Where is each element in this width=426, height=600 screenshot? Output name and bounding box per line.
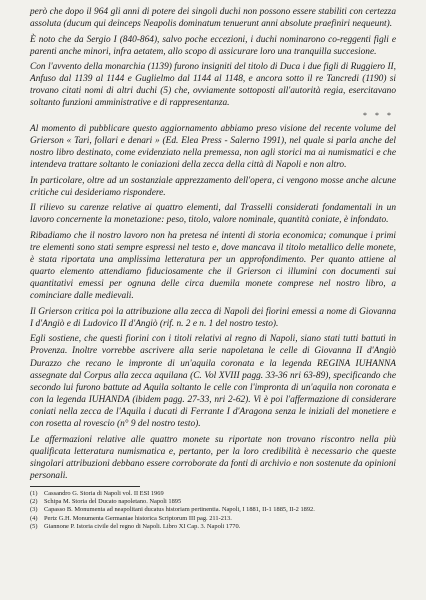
- paragraph-10: Le affermazioni relative alle quattro monete su riportate non trovano riscontro nella più qualificata letteratura numismatica e, pertanto, per la loro credibilità è necessario che queste singolari attribuzioni debbano essere corroborate da fonti di archivio e non sostenute da opinioni personali.: [30, 434, 396, 482]
- paragraph-2: È noto che da Sergio I (840-864), salvo poche eccezioni, i duchi nominarono co-reggenti figli e parenti anche minori, infra aetatem, allo scopo di assicurare loro una tranquilla succesione.: [30, 34, 396, 57]
- footnote-divider: [30, 486, 140, 487]
- paragraph-3: Con l'avvento della monarchia (1139) furono insigniti del titolo di Duca i due figli di Ruggiero II, Anfuso dal 1139 al 1144 e Guglielmo dal 1144 al 1148, e ancora sotto il re Tancredi (1190) si trovano citati nomi di altri duchi (5) che, ovviamente sottoposti all'autorità regia, esercitavano soltanto funzioni amministrative e di rappresentanza.: [30, 62, 396, 109]
- footnote-number: (5): [30, 523, 38, 531]
- paragraph-4: Al momento di pubblicare questo aggiornamento abbiamo preso visione del recente volume del Grierson « Tari, follari e denari » (Ed. Elea Press - Salerno 1991), nel quale si parla anche del nostro libro destinato, come evidenziato nella premessa, non agli storici ma ai numismatici e che intendeva trattare soltanto le coniazioni della zecca della città di Napoli e non altro.: [30, 123, 396, 171]
- footnote-5: [30, 523, 396, 531]
- paragraph-9: Egli sostiene, che questi fiorini con i titoli relativi al regno di Napoli, siano stati tutti battuti in Provenza. Inoltre vorrebbe ascrivere alla serie napoletana le celle di Giovanna II d'Angiò Durazzo che recano le impronte di un'aquila coronata e la legenda REGINA IUHANNA assegnate dal Corpus alla zecca aquilana (C. Vol XVIII pagg. 33-36 nri 63-89), specificando che secondo lui furono battute ad Aquila soltanto le celle con l'impronta di un'aquila non coronata e con la legenda IUHANDA (ibidem pagg. 27-33, nri 2-62). Vi è poi l'affermazione di considerare coniati nella zecca de l'Aquila i ducati di Ferrante I d'Aragona senza le iniziali del monetiere e con rosetta al rovescio (n° 9 del nostro testo).: [30, 334, 396, 430]
- body-text: [30, 6, 396, 482]
- footnote-2: [30, 498, 396, 506]
- footnote-text: Cassandro G. Storia di Napoli vol. II ESI 1969: [44, 489, 164, 497]
- footnote-number: (2): [30, 497, 38, 505]
- footnote-number: (4): [30, 514, 38, 522]
- footnotes: [30, 490, 396, 532]
- footnote-text: Schipa M. Storia del Ducato napoletano. Napoli 1895: [44, 497, 182, 505]
- paragraph-8: Il Grierson critica poi la attribuzione alla zecca di Napoli dei fiorini emessi a nome di Giovanna I d'Angiò e di Ludovico II d'Angiò (rif. n. 2 e n. 1 del nostro testo).: [30, 306, 396, 329]
- paragraph-5: In particolare, oltre ad un sostanziale apprezzamento dell'opera, ci vengono mosse anche alcune critiche cui desideriamo rispondere.: [30, 175, 396, 198]
- footnote-4: [30, 515, 396, 523]
- footnote-3: [30, 506, 396, 514]
- footnote-1: [30, 490, 396, 498]
- paragraph-7: Ribadiamo che il nostro lavoro non ha pretesa né intenti di storia economica; comunque i primi tre elementi sono stati sempre espressi nel testo e, dove mancava il titolo metallico delle monete, è stata riportata una amplissima letteratura per un approfondimento. Per quanto attiene al quarto elemento attendiamo fiduciosamente che il Grierson ci illumini con documenti sui quantitativi emessi per ognuna delle circa duemila monete comprese nel nostro libro, a cominciare dalle medievali.: [30, 230, 396, 302]
- section-separator: * * *: [363, 110, 394, 120]
- footnote-number: (3): [30, 506, 38, 514]
- paragraph-1: però che dopo il 964 gli anni di potere dei singoli duchi non possono essere stabiliti con certezza assoluta (ducum qui deinceps Neapolis dominatum tenuerunt anni absolute praefiniri nequeunt).: [30, 7, 396, 30]
- footnote-text: Capasso B. Monumenta ad neapolitani ducatus historiam pertinentia. Napoli, I 1881, II-1 1885, II-2 1892.: [44, 506, 315, 514]
- footnote-text: Giannone P. Istoria civile del regno di Napoli. Libro XI Cap. 3. Napoli 1770.: [44, 523, 241, 531]
- footnote-number: (1): [30, 489, 38, 497]
- footnote-text: Pertz G.H. Monumenta Germaniae historica Scriptorum III pag. 211-213.: [44, 514, 232, 522]
- paragraph-6: Il rilievo su carenze relative ai quattro elementi, dal Trasselli considerati fondamentali in un lavoro concernente la monetazione: peso, titolo, valore nominale, quantità coniate, è infondato.: [30, 203, 396, 226]
